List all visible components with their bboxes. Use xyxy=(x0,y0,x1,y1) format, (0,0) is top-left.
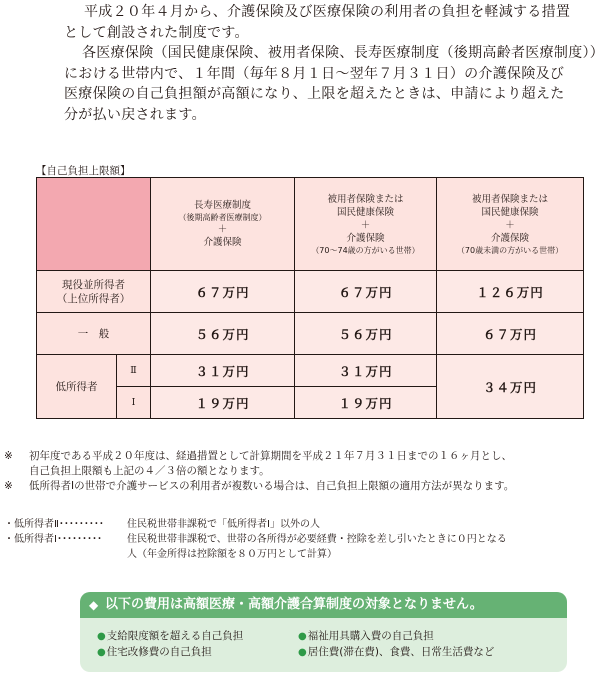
column-header-line: 国民健康保険 xyxy=(481,206,539,218)
diamond-icon: ◆ xyxy=(89,598,99,612)
column-header-line: 長寿医療制度 xyxy=(193,200,251,211)
income-term: ・低所得者Ⅰ･････････ xyxy=(4,534,102,545)
list-item xyxy=(97,644,212,661)
intro-line: 各医療保険（国民健康保険、被用者保険、長寿医療制度（後期高齢者医療制度）） xyxy=(82,45,605,61)
column-header-sub: （後期高齢者医療制度） xyxy=(178,213,267,222)
table-cell: ３１万円 xyxy=(295,355,437,387)
column-header-sub: （70～74歳の方がいる世帯） xyxy=(311,245,420,255)
table-row xyxy=(37,271,584,313)
income-definition xyxy=(4,532,507,547)
income-description: 住民税世帯非課税で「低所得者Ⅰ」以外の人 xyxy=(127,519,320,530)
table-row xyxy=(37,355,584,387)
table-cell: １２６万円 xyxy=(437,271,584,313)
intro-text xyxy=(64,2,608,125)
intro-line: 医療保険の自己負担額が高額になり、上限を超えたときは、申請により超えた xyxy=(64,86,565,102)
note-text: 初年度である平成２０年度は、経過措置として計算期間を平成２１年７月３１日までの１６ヶ月とし、 xyxy=(29,450,512,462)
column-header-70-74 xyxy=(295,178,437,271)
column-header-line: 介護保険 xyxy=(346,232,385,244)
column-header-plus: ＋ xyxy=(505,219,515,231)
table-cell: １９万円 xyxy=(295,387,437,419)
note-text: 低所得者Ⅰの世帯で介護サービスの利用者が複数いる場合は、自己負担上限額の適用方法が異なります。 xyxy=(29,480,515,492)
row-header-line: 現役並所得者 xyxy=(62,278,125,291)
column-header-plus: ＋ xyxy=(360,219,371,231)
list-item xyxy=(97,628,243,645)
row-header-genekinami xyxy=(37,271,151,313)
table-cell-merged: ３４万円 xyxy=(437,355,584,419)
exclusion-box xyxy=(80,592,567,672)
list-item xyxy=(298,628,434,645)
table-corner xyxy=(37,178,151,271)
column-header-line: 介護保険 xyxy=(490,232,529,244)
intro-line: 分が払い戻されます。 xyxy=(64,106,206,123)
table-row xyxy=(37,313,584,355)
column-header-under-70 xyxy=(437,178,584,271)
table-cell: ３１万円 xyxy=(151,355,295,387)
exclusion-title: 以下の費用は高額医療・高額介護合算制度の対象となりません。 xyxy=(105,597,483,612)
column-header-line: 国民健康保険 xyxy=(336,206,394,218)
column-header-line: 介護保険 xyxy=(203,237,242,248)
row-header-teishotoku: 低所得者 xyxy=(37,355,117,419)
notes xyxy=(4,449,608,494)
intro-line: 平成２０年４月から、介護保険及び医療保険の利用者の負担を軽減する措置 xyxy=(84,4,571,20)
income-definitions xyxy=(4,517,507,562)
list-item-text: 支給限度額を超える自己負担 xyxy=(106,630,244,642)
column-header-plus: ＋ xyxy=(217,224,228,235)
bullet-icon: ● xyxy=(97,631,106,642)
list-item-text: 住宅改修費の自己負担 xyxy=(106,646,212,658)
bullet-icon: ● xyxy=(97,647,106,658)
note-item xyxy=(4,479,608,494)
column-header-line: 被用者保険または xyxy=(327,193,404,205)
table-cell: １９万円 xyxy=(151,387,295,419)
bullet-icon: ● xyxy=(298,647,307,658)
column-header-choju xyxy=(151,178,295,271)
row-subheader-roman-2: Ⅱ xyxy=(117,355,151,387)
table-cell: ５６万円 xyxy=(295,313,437,355)
table-cell: ５６万円 xyxy=(151,313,295,355)
intro-line: における世帯内で、１年間（毎年８月１日～翌年７月３１日）の介護保険及び xyxy=(64,65,565,82)
column-header-line: 被用者保険または xyxy=(471,193,548,205)
row-subheader-roman-1: Ⅰ xyxy=(117,387,151,419)
bullet-icon: ● xyxy=(298,631,307,642)
income-term: ・低所得者Ⅱ･････････ xyxy=(4,519,104,530)
limit-table xyxy=(36,177,584,419)
income-definition xyxy=(4,517,507,532)
table-cell: ６７万円 xyxy=(437,313,584,355)
income-description-continued: 人（年金所得は控除額を８０万円として計算） xyxy=(127,549,337,560)
note-mark: ※ xyxy=(4,450,13,462)
income-description: 住民税世帯非課税で、世帯の各所得が必要経費・控除を差し引いたときに０円となる xyxy=(127,534,507,545)
note-text: 自己負担上限額も上記の４／３倍の額となります。 xyxy=(29,465,270,477)
row-header-ippan: 一 般 xyxy=(37,313,151,355)
note-mark: ※ xyxy=(4,480,13,492)
list-item-text: 居住費(滞在費)、食費、日常生活費など xyxy=(307,646,495,658)
note-item xyxy=(4,449,608,479)
table-cell: ６７万円 xyxy=(151,271,295,313)
table-label: 【自己負担上限額】 xyxy=(36,165,131,177)
row-header-line: （上位所得者） xyxy=(56,292,131,305)
table-cell: ６７万円 xyxy=(295,271,437,313)
list-item-text: 福祉用具購入費の自己負担 xyxy=(307,630,434,642)
list-item xyxy=(298,644,494,661)
intro-line: として創設された制度です。 xyxy=(64,24,249,41)
column-header-sub: （70歳未満の方がいる世帯） xyxy=(456,245,564,255)
exclusion-banner xyxy=(80,592,567,618)
